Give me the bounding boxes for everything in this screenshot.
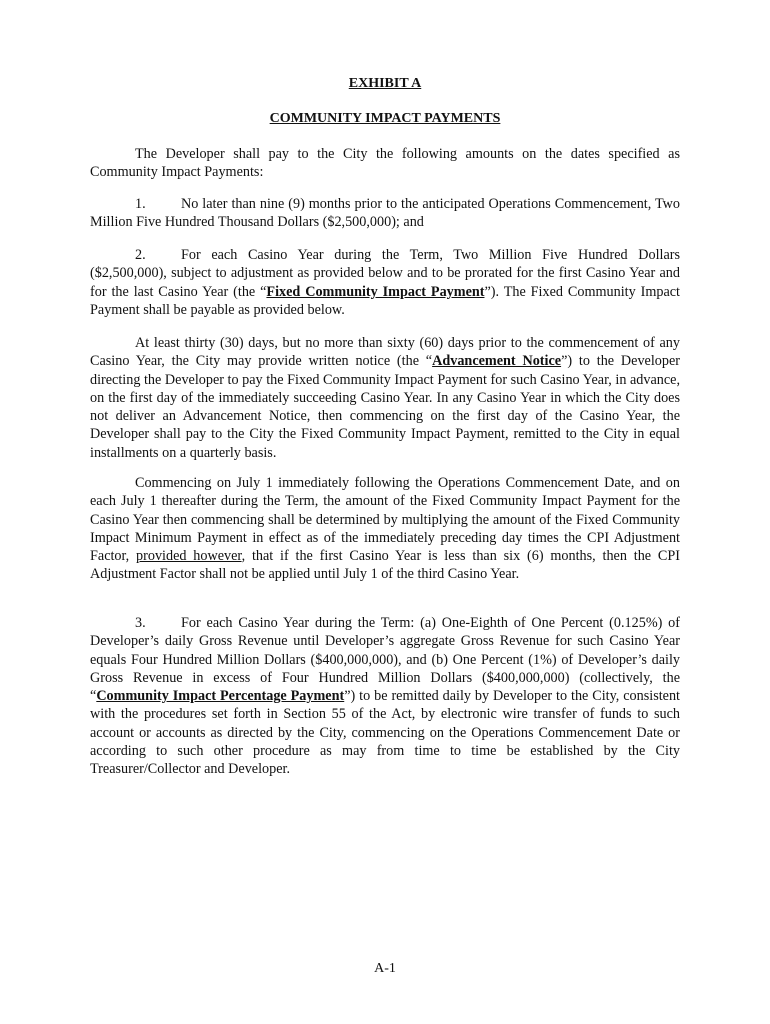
item-2-text-b: ”). The Fixed Community Impact Payment shall be payable as provided below. [90, 283, 680, 318]
defined-term-fixed-payment: Fixed Community Impact Payment [266, 283, 485, 300]
item-1-paragraph [90, 195, 680, 232]
item-3-text-b: ”) to be remitted daily by Developer to the City, consistent with the procedures set forth in Section 55 of the Act, by electronic wire transfer of funds to such account or accounts as directed by the City, commencing on the Operations Commencement Date or according to such other procedure as may from time to time be established by the City Treasurer/Collector and Developer. [90, 688, 680, 778]
item-2-number: 2. [135, 247, 146, 263]
exhibit-title: EXHIBIT A [348, 76, 422, 91]
section-title: COMMUNITY IMPACT PAYMENTS [269, 111, 501, 126]
item-2-paragraph [90, 246, 680, 319]
advancement-paragraph [90, 334, 680, 462]
defined-term-percentage-payment: Community Impact Percentage Payment [96, 688, 345, 705]
item-3-text-a: For each Casino Year during the Term: (a) One-Eighth of One Percent (0.125%) of Developer’s daily Gross Revenue until Developer’s aggregate Gross Revenue for such Casino Year equals Four Hundred Million Dollars ($400,000,000), and (b) One Percent (1%) of Developer’s daily Gross Revenue in excess of Four Hundred Million Dollars ($400,000,000) (collectively, the “ [90, 615, 680, 705]
advancement-text-b: ”) to the Developer directing the Developer to pay the Fixed Community Impact Payment for such Casino Year, in advance, on the first day of the immediately succeeding Casino Year. In any Casino Year in which the City does not deliver an Advancement Notice, then commencing on the first day of the Casino Year, the Developer shall pay to the City the Fixed Community Impact Payment, remitted to the City in equal installments on a quarterly basis. [90, 353, 681, 461]
item-3-number: 3. [135, 615, 146, 631]
cpi-text-a: Commencing on July 1 immediately following the Operations Commencement Date, and on each July 1 thereafter during the Term, the amount of the Fixed Community Impact Payment for the Casino Year then commencing shall be determined by multiplying the amount of the Fixed Community Impact Minimum Payment in effect as of the immediately preceding day times the CPI Adjustment Factor, [90, 475, 680, 565]
item-2-text-a: For each Casino Year during the Term, Two Million Five Hundred Dollars ($2,500,000), subject to adjustment as provided below and to be prorated for the first Casino Year and for the last Casino Year (the “ [90, 247, 680, 300]
provided-however-text: provided however [136, 548, 242, 565]
item-3-paragraph [90, 614, 680, 779]
cpi-text-b: , that if the first Casino Year is less than six (6) months, then the CPI Adjustment Factor shall not be applied until July 1 of the third Casino Year. [90, 548, 680, 583]
defined-term-advancement-notice: Advancement Notice [432, 353, 562, 370]
item-1-text: No later than nine (9) months prior to the anticipated Operations Commencement, Two Million Five Hundred Thousand Dollars ($2,500,000); and [90, 196, 680, 231]
cpi-paragraph [90, 474, 680, 584]
page-number: A-1 [374, 961, 396, 976]
intro-paragraph: The Developer shall pay to the City the following amounts on the dates specified as Community Impact Payments: [90, 146, 680, 181]
advancement-text-a: At least thirty (30) days, but no more than sixty (60) days prior to the commencement of any Casino Year, the City may provide written notice (the “ [90, 335, 680, 370]
item-1-number: 1. [135, 196, 146, 212]
